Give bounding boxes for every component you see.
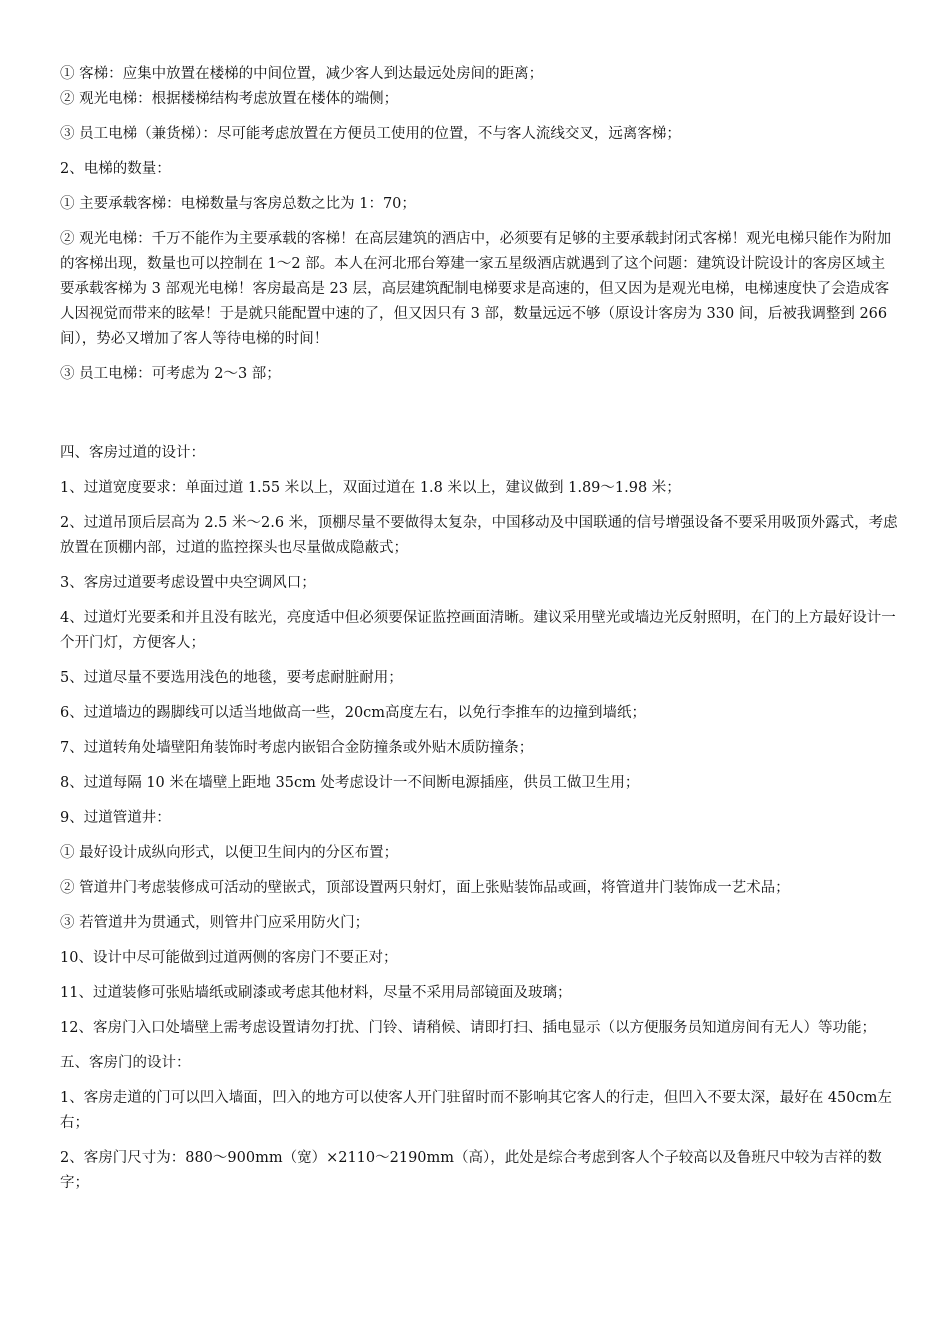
elevator-count-staff: ③ 员工电梯：可考虑为 2～3 部； xyxy=(60,366,281,382)
section-heading-corridor: 四、客房过道的设计： xyxy=(60,445,205,461)
document-body xyxy=(60,62,898,1196)
room-door-item-1: 1、客房走道的门可以凹入墙面，凹入的地方可以使客人开门驻留时而不影响其它客人的行走，但凹入不要太深，最好在 450cm左右； xyxy=(60,1090,892,1131)
corridor-item-5: 5、过道尽量不要选用浅色的地毯，要考虑耐脏耐用； xyxy=(60,670,403,686)
section-heading-room-door: 五、客房门的设计： xyxy=(60,1055,191,1071)
elevator-placement-staff: ③ 员工电梯（兼货梯）：尽可能考虑放置在方便员工使用的位置，不与客人流线交叉，远离客梯； xyxy=(60,126,681,142)
corridor-item-9: 9、过道管道井： xyxy=(60,810,171,826)
pipe-shaft-item-2: ② 管道井门考虑装修成可活动的壁嵌式，顶部设置两只射灯，面上张贴装饰品或画，将管道井门装饰成一艺术品； xyxy=(60,880,790,896)
elevator-placement-sightseeing: ② 观光电梯：根据楼梯结构考虑放置在楼体的端侧； xyxy=(60,91,399,107)
corridor-item-6: 6、过道墙边的踢脚线可以适当地做高一些，20cm高度左右，以免行李推车的边撞到墙纸； xyxy=(60,705,647,721)
corridor-item-3: 3、客房过道要考虑设置中央空调风口； xyxy=(60,575,316,591)
corridor-item-11: 11、过道装修可张贴墙纸或刷漆或考虑其他材料，尽量不采用局部镜面及玻璃； xyxy=(60,985,572,1001)
corridor-item-10: 10、设计中尽可能做到过道两侧的客房门不要正对； xyxy=(60,950,398,966)
pipe-shaft-item-3: ③ 若管道井为贯通式，则管井门应采用防火门； xyxy=(60,915,370,931)
corridor-item-8: 8、过道每隔 10 米在墙壁上距地 35cm 处考虑设计一不间断电源插座，供员工做卫生用； xyxy=(60,775,640,791)
section-heading-elevator-count: 2、电梯的数量： xyxy=(60,161,171,177)
elevator-placement-passenger: ① 客梯：应集中放置在楼梯的中间位置，减少客人到达最远处房间的距离； xyxy=(60,66,544,82)
corridor-item-1: 1、过道宽度要求：单面过道 1.55 米以上，双面过道在 1.8 米以上，建议做到 1.89～1.98 米； xyxy=(60,480,681,496)
elevator-count-passenger: ① 主要承载客梯：电梯数量与客房总数之比为 1：70； xyxy=(60,196,416,212)
elevator-count-sightseeing: ② 观光电梯：千万不能作为主要承载的客梯！在高层建筑的酒店中，必须要有足够的主要承载封闭式客梯！观光电梯只能作为附加的客梯出现，数量也可以控制在 1～2 部。本人在河北邢台筹建一家五星级酒店就遇到了这个问题：建筑设计院设计的客房区域主要承载客梯为 3 部观光电梯！客房最高是 23 层，高层建筑配制电梯要求是高速的，但又因为是观光电梯，电梯速度快了会造成客人因视觉而带来的眩晕！于是就只能配置中速的了，但又因只有 3 部，数量远远不够（原设计客房为 330 间，后被我调整到 266 间），势必又增加了客人等待电梯的时间！ xyxy=(60,231,892,347)
pipe-shaft-item-1: ① 最好设计成纵向形式，以便卫生间内的分区布置； xyxy=(60,845,399,861)
room-door-item-2: 2、客房门尺寸为：880～900mm（宽）×2110～2190mm（高），此处是综合考虑到客人个子较高以及鲁班尺中较为吉祥的数字； xyxy=(60,1150,882,1191)
corridor-item-7: 7、过道转角处墙壁阳角装饰时考虑内嵌铝合金防撞条或外贴木质防撞条； xyxy=(60,740,534,756)
corridor-item-12: 12、客房门入口处墙壁上需考虑设置请勿打扰、门铃、请稍候、请即打扫、插电显示（以方便服务员知道房间有无人）等功能； xyxy=(60,1020,876,1036)
corridor-item-4: 4、过道灯光要柔和并且没有眩光，亮度适中但必须要保证监控画面清晰。建议采用壁光或墙边光反射照明，在门的上方最好设计一个开门灯，方便客人； xyxy=(60,610,896,651)
corridor-item-2: 2、过道吊顶后层高为 2.5 米～2.6 米，顶棚尽量不要做得太复杂，中国移动及中国联通的信号增强设备不要采用吸顶外露式，考虑放置在顶棚内部，过道的监控探头也尽量做成隐蔽式； xyxy=(60,515,898,556)
